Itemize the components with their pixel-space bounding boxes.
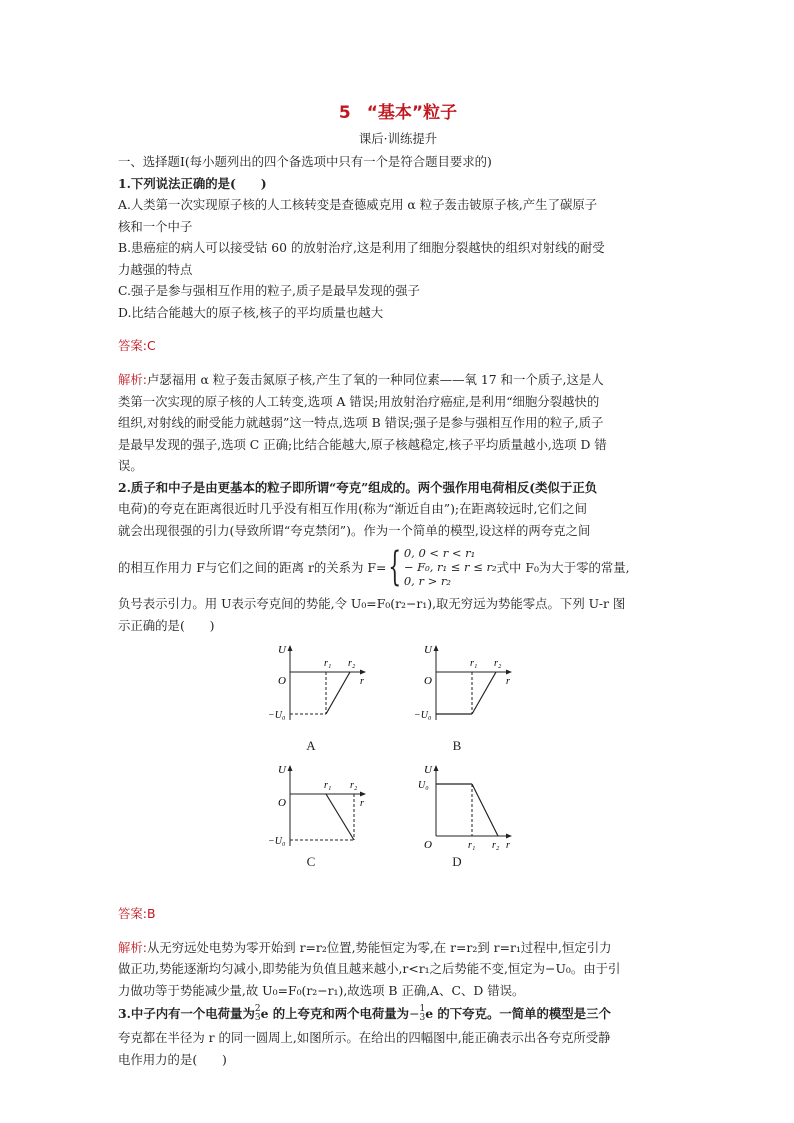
graph-b-u-label: U: [424, 644, 432, 657]
graph-d-origin: O: [424, 839, 432, 852]
graph-d-u-label: U: [424, 764, 432, 777]
q2-analysis-line3: 力做功等于势能减少量,故 U₀=F₀(r₂−r₁),故选项 B 正确,A、C、D 错误。: [118, 982, 525, 998]
ur-graphs: [118, 640, 678, 890]
graph-b: [414, 644, 514, 728]
q1-option-b-line2: 力越强的特点: [118, 261, 193, 277]
graph-a-u-label: U: [278, 644, 286, 657]
piece-case-3: 0, r > r₂: [403, 574, 451, 589]
q3-frac2-den: 3: [419, 1013, 426, 1024]
graph-a-r-label: r: [360, 676, 364, 688]
q1-stem: 1.下列说法正确的是( ): [118, 175, 267, 191]
q1-analysis-line4: 是最早发现的强子,选项 C 正确;比结合能越大,原子核越稳定,核子平均质量越小,选项 D 错: [118, 436, 607, 452]
question-2: [118, 477, 678, 1001]
lesson-title: “基本”粒子: [366, 103, 458, 123]
q1-option-a-line2: 核和一个中子: [118, 218, 193, 234]
q1-analysis-line2: 类第一次实现的原子核的人工转变,选项 A 错误;用放射治疗癌症,是利用“细胞分裂越快的: [118, 393, 600, 409]
page-title: [118, 98, 678, 123]
graph-a-neg-u0: −U₀: [268, 710, 286, 722]
q1-analysis-line3: 组织,对射线的耐受能力就越弱”这一特点,选项 B 错误;强子是参与强相互作用的粒子,质子: [118, 415, 604, 431]
q1-option-c: C.强子是参与强相互作用的粒子,质子是最早发现的强子: [118, 283, 420, 298]
graph-b-r1: r₁: [470, 658, 478, 670]
q3-frac2-sign: −: [409, 1006, 420, 1022]
graph-c-neg-u0: −U₀: [268, 836, 286, 848]
q2-stem-line2: 电荷)的夸克在距离很近时几乎没有相互作用(称为“渐近自由”);在距离较远时,它们之间: [118, 501, 587, 517]
question-3: [118, 1001, 678, 1070]
q2-stem-line1: 2.质子和中子是由更基本的粒子即所谓“夸克”组成的。两个强作用电荷相反(类似于正负: [118, 479, 598, 495]
q3-stem-c: e 的下夸克。一简单的模型是三个: [425, 1006, 611, 1022]
q3-frac1-num: 2: [254, 1004, 261, 1015]
q2-stem-line3: 就会出现很强的引力(导致所谓“夸克禁闭”)。作为一个简单的模型,设这样的两夸克之间: [118, 522, 591, 538]
q2-analysis-text-1: 从无穷远处电势为零开始到 r=r₂位置,势能恒定为零,在 r=r₂到 r=r₁过程中,恒定引力: [146, 939, 612, 955]
q1-option-a-line1: A.人类第一次实现原子核的人工核转变是查德威克用 α 粒子轰击铍原子核,产生了碳原子: [118, 197, 598, 212]
q1-analysis-label: 解析:: [118, 372, 147, 388]
q2-formula-line: [118, 541, 678, 593]
graph-b-label: B: [452, 738, 462, 754]
question-1: [118, 173, 678, 477]
q2-answer-value: B: [146, 905, 156, 921]
q2-analysis-line1: [118, 937, 678, 959]
graph-b-r2: r₂: [494, 658, 502, 670]
graph-a: [268, 644, 368, 728]
q1-analysis-line1: [118, 369, 678, 391]
piece-case-1: 0, 0 < r < r₁: [403, 546, 476, 561]
q2-line-after-1: 负号表示引力。用 U表示夸克间的势能,令 U₀=F₀(r₂−r₁),取无穷远为势能零点。下列 U-r 图: [118, 596, 626, 612]
q1-answer-label: 答案:: [118, 338, 147, 354]
q3-frac2-num: 1: [419, 1004, 426, 1015]
q2-analysis-label: 解析:: [118, 939, 147, 955]
graph-b-neg-u0: −U₀: [414, 710, 432, 722]
graph-c-r-label: r: [360, 798, 364, 810]
graph-c-label: C: [306, 854, 316, 870]
graph-d-r-label: r: [506, 840, 510, 852]
graph-a-label: A: [306, 738, 316, 754]
q1-analysis-line5: 误。: [118, 458, 143, 474]
q1-option-b-line1: B.患癌症的病人可以接受钴 60 的放射治疗,这是利用了细胞分裂越快的组织对射线的耐受: [118, 240, 605, 255]
page-subtitle: 课后·训练提升: [358, 131, 438, 146]
piecewise-cases: [404, 546, 497, 588]
graph-c-u-label: U: [278, 764, 286, 777]
piecewise-brace: {: [388, 544, 402, 591]
graph-a-r2: r₂: [348, 658, 356, 670]
graph-d-label: D: [452, 854, 462, 870]
q2-answer: [118, 903, 678, 925]
q3-stem-line2: 夸克都在半径为 r 的同一圆周上,如图所示。在给出的四幅图中,能正确表示出各夸克所受静: [118, 1030, 611, 1046]
q1-analysis-text-1: 卢瑟福用 α 粒子轰击氮原子核,产生了氧的一种同位素——氧 17 和一个质子,这是人: [146, 372, 604, 388]
graph-d: [414, 764, 514, 854]
q1-answer: [118, 335, 678, 357]
graph-d-r2: r₂: [492, 840, 500, 852]
graph-c-r2: r₂: [350, 780, 358, 792]
section-heading: 一、选择题Ⅰ(每小题列出的四个备选项中只有一个是符合题目要求的): [118, 154, 492, 169]
q3-frac1-den: 3: [254, 1013, 261, 1024]
q1-answer-value: C: [146, 338, 156, 354]
graph-a-origin: O: [278, 675, 286, 688]
q3-stem-b: e 的上夸克和两个电荷量为: [260, 1006, 410, 1022]
q2-formula-prefix: 的相互作用力 F与它们之间的距离 r的关系为 F=: [118, 559, 387, 575]
lesson-number: 5: [338, 103, 351, 123]
q2-analysis-line2: 做正功,势能逐渐均匀减小,即势能为负值且越来越小,r<r₁之后势能不变,恒定为−U₀。由于引: [118, 961, 621, 977]
graph-c: [268, 764, 368, 854]
graph-b-r-label: r: [506, 676, 510, 688]
graph-c-origin: O: [278, 797, 286, 810]
piece-case-2: − F₀, r₁ ≤ r ≤ r₂: [403, 560, 497, 575]
q3-stem-line3: 电作用力的是( ): [118, 1051, 227, 1067]
q2-formula-suffix: 式中 F₀为大于零的常量,: [496, 559, 630, 575]
q3-stem-line1: [118, 1001, 678, 1027]
document-page: [118, 98, 678, 1070]
q1-option-d: D.比结合能越大的原子核,核子的平均质量也越大: [118, 304, 384, 320]
graph-c-r1: r₁: [324, 780, 332, 792]
q2-answer-label: 答案:: [118, 905, 147, 921]
graph-d-r1: r₁: [468, 840, 476, 852]
q2-line-after-2: 示正确的是( ): [118, 617, 215, 633]
graph-a-r1: r₁: [324, 658, 332, 670]
q3-stem-a: 3.中子内有一个电荷量为: [118, 1006, 255, 1022]
graph-d-u0: U₀: [418, 780, 429, 792]
graph-b-origin: O: [424, 675, 432, 688]
